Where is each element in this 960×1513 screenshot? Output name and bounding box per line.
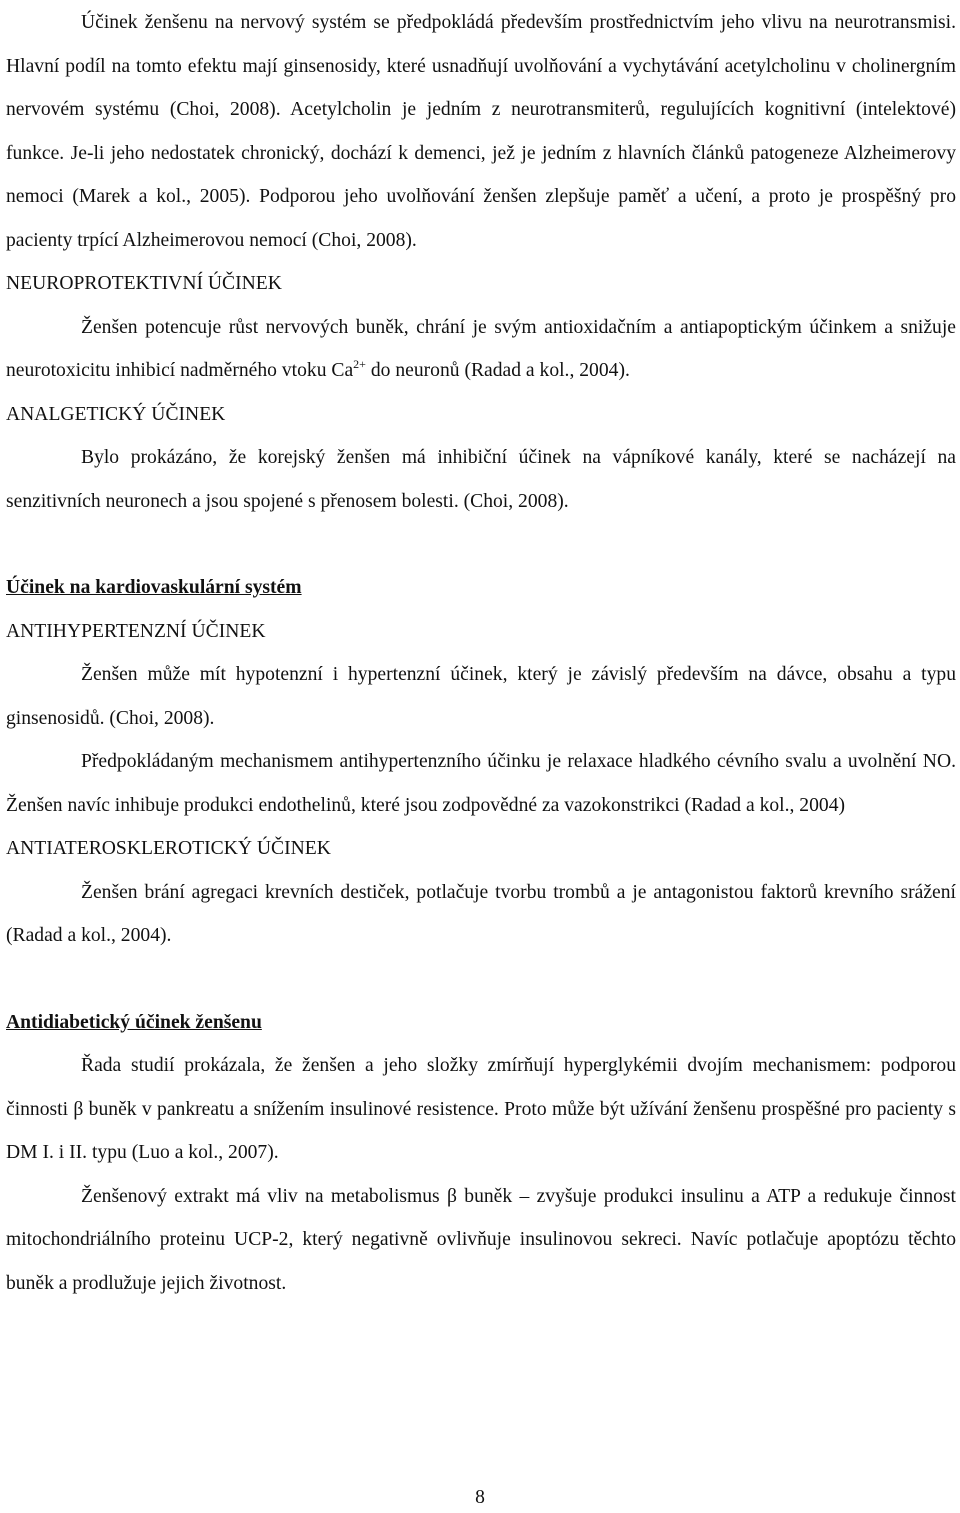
calcium-charge-superscript: 2+: [353, 357, 366, 371]
paragraph-neuroprotective: [6, 306, 956, 393]
subheading-antiatherosclerotic: ANTIATEROSKLEROTICKÝ ÚČINEK: [6, 838, 331, 859]
subheading-neuroprotective: NEUROPROTEKTIVNÍ ÚČINEK: [6, 273, 282, 294]
paragraph-antidiabetic-2: Ženšenový extrakt má vliv na metabolismus β buněk – zvyšuje produkci insulinu a ATP a redukuje činnost mitochondriálního proteinu UCP-2, který negativně ovlivňuje insulinovou sekreci. Navíc potlačuje apoptózu těchto buněk a prodlužuje jejich životnost.: [6, 1185, 956, 1294]
section-heading-antidiabetic: Antidiabetický účinek ženšenu: [6, 1011, 262, 1033]
section-heading-cardiovascular: Účinek na kardiovaskulární systém: [6, 577, 302, 598]
subheading-antihypertensive: ANTIHYPERTENZNÍ ÚČINEK: [6, 620, 266, 642]
neuroprotective-text-b: do neuronů (Radad a kol., 2004).: [365, 360, 630, 381]
paragraph-analgesic: Bylo prokázáno, že korejský ženšen má inhibiční účinek na vápníkové kanály, které se nacházejí na senzitivních neuronech a jsou spojené s přenosem bolesti. (Choi, 2008).: [6, 447, 956, 512]
subheading-analgesic: ANALGETICKÝ ÚČINEK: [6, 403, 226, 425]
page-number: 8: [475, 1487, 485, 1508]
document-page: [6, 0, 956, 1305]
paragraph-antidiabetic-1: Řada studií prokázala, že ženšen a jeho složky zmírňují hyperglykémii dvojím mechanismem: podporou činnosti β buněk v pankreatu a snížením insulinové resistence. Proto může být užívání ženšenu prospěšné pro pacienty s DM I. i II. typu (Luo a kol., 2007).: [6, 1055, 956, 1163]
paragraph-antiatherosclerotic: Ženšen brání agregaci krevních destiček, potlačuje tvorbu trombů a je antagonistou faktorů krevního srážení (Radad a kol., 2004).: [6, 881, 956, 946]
neuroprotective-text-a: Ženšen potencuje růst nervových buněk, chrání je svým antioxidačním a antiapoptickým účinkem a snižuje neurotoxicitu inhibicí nadměrného vtoku Ca: [6, 316, 956, 381]
paragraph-antihypertensive-1: Ženšen může mít hypotenzní i hypertenzní účinek, který je závislý především na dávce, obsahu a typu ginsenosidů. (Choi, 2008).: [6, 664, 956, 729]
paragraph-antihypertensive-2: Předpokládaným mechanismem antihypertenzního účinku je relaxace hladkého cévního svalu a uvolnění NO. Ženšen navíc inhibuje produkci endothelinů, které jsou zodpovědné za vazokonstrikci (Radad a kol., 2004): [6, 751, 956, 816]
paragraph-nervous-system: Účinek ženšenu na nervový systém se předpokládá především prostřednictvím jeho vlivu na neurotransmisi. Hlavní podíl na tomto efektu mají ginsenosidy, které usnadňují uvolňování a vychytávání acetylcholinu v cholinergním nervovém systému (Choi, 2008). Acetylcholin je jedním z neurotransmiterů, regulujících kognitivní (intelektové) funkce. Je-li jeho nedostatek chronický, dochází k demenci, jež je jedním z hlavních článků patogeneze Alzheimerovy nemoci (Marek a kol., 2005). Podporou jeho uvolňování ženšen zlepšuje paměť a učení, a proto je prospěšný pro pacienty trpící Alzheimerovou nemocí (Choi, 2008).: [6, 12, 956, 251]
